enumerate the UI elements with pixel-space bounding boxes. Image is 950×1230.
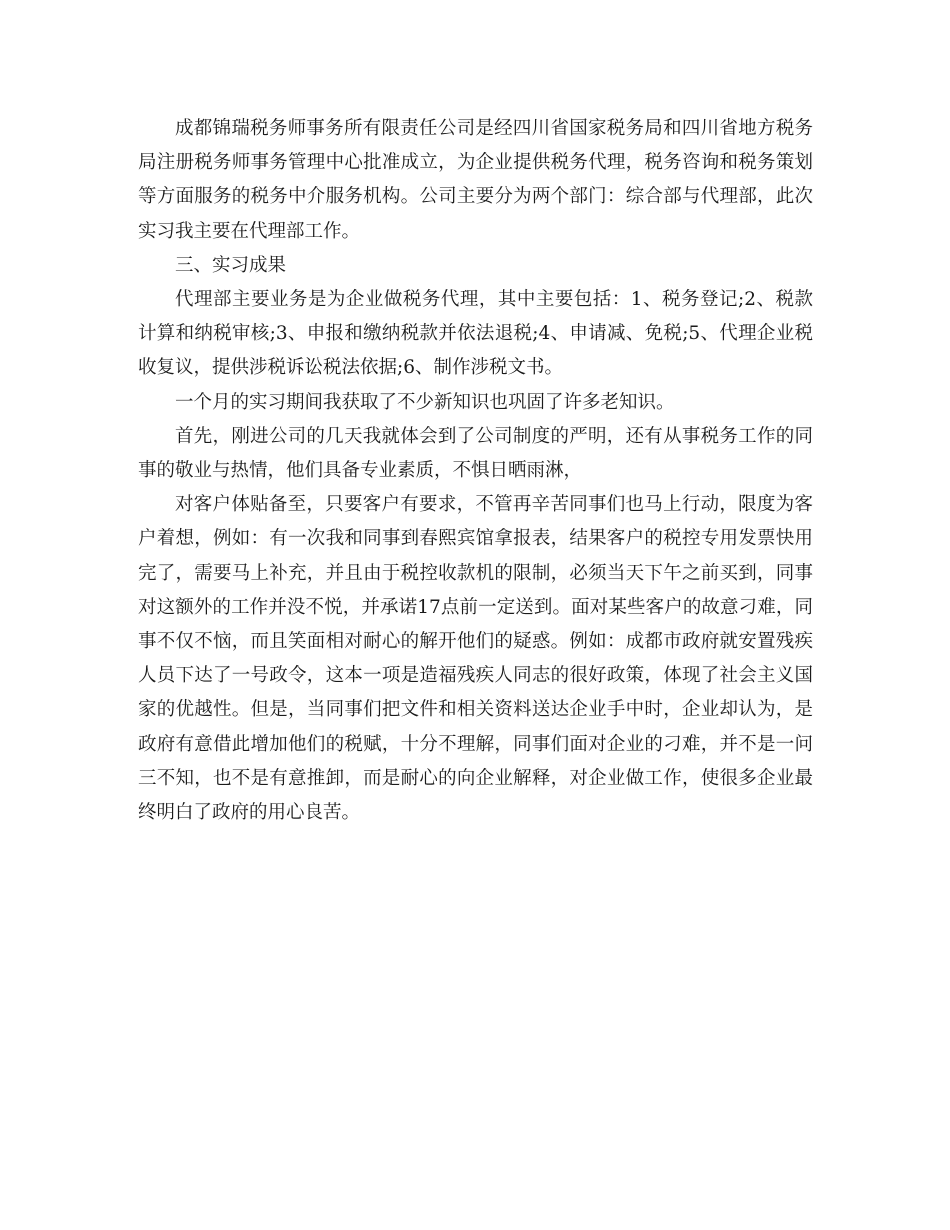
paragraph-agency-business: 代理部主要业务是为企业做税务代理，其中主要包括：1、税务登记;2、税款计算和纳税审核;3、申报和缴纳税款并依法退税;4、申请减、免税;5、代理企业税收复议，提供涉税诉讼税法依据;6、制作涉税文书。 xyxy=(138,289,813,379)
document-body xyxy=(138,112,813,830)
paragraph-company-intro: 成都锦瑞税务师事务所有限责任公司是经四川省国家税务局和四川省地方税务局注册税务师事务管理中心批准成立，为企业提供税务代理，税务咨询和税务策划等方面服务的税务中介服务机构。公司主要分为两个部门：综合部与代理部，此次实习我主要在代理部工作。 xyxy=(138,118,813,242)
paragraph-client-service: 对客户体贴备至，只要客户有要求，不管再辛苦同事们也马上行动，限度为客户着想，例如：有一次我和同事到春熙宾馆拿报表，结果客户的税控专用发票快用完了，需要马上补充，并且由于税控收款机的限制，必须当天下午之前买到，同事对这额外的工作并没不悦，并承诺17点前一定送到。面对某些客户的故意刁难，同事不仅不恼，而且笑面相对耐心的解开他们的疑惑。例如：成都市政府就安置残疾人员下达了一号政令，这本一项是造福残疾人同志的很好政策，体现了社会主义国家的优越性。但是，当同事们把文件和相关资料送达企业手中时，企业却认为，是政府有意借此增加他们的税赋，十分不理解，同事们面对企业的刁难，并不是一问三不知，也不是有意推卸，而是耐心的向企业解释，对企业做工作，使很多企业最终明白了政府的用心良苦。 xyxy=(138,494,813,824)
section-heading-internship-results: 三、实习成果 xyxy=(175,254,287,276)
paragraph-first-impressions: 首先，刚进公司的几天我就体会到了公司制度的严明，还有从事税务工作的同事的敬业与热情，他们具备专业素质，不惧日晒雨淋， xyxy=(138,425,813,482)
paragraph-knowledge-gained: 一个月的实习期间我获取了不少新知识也巩固了许多老知识。 xyxy=(175,391,675,413)
